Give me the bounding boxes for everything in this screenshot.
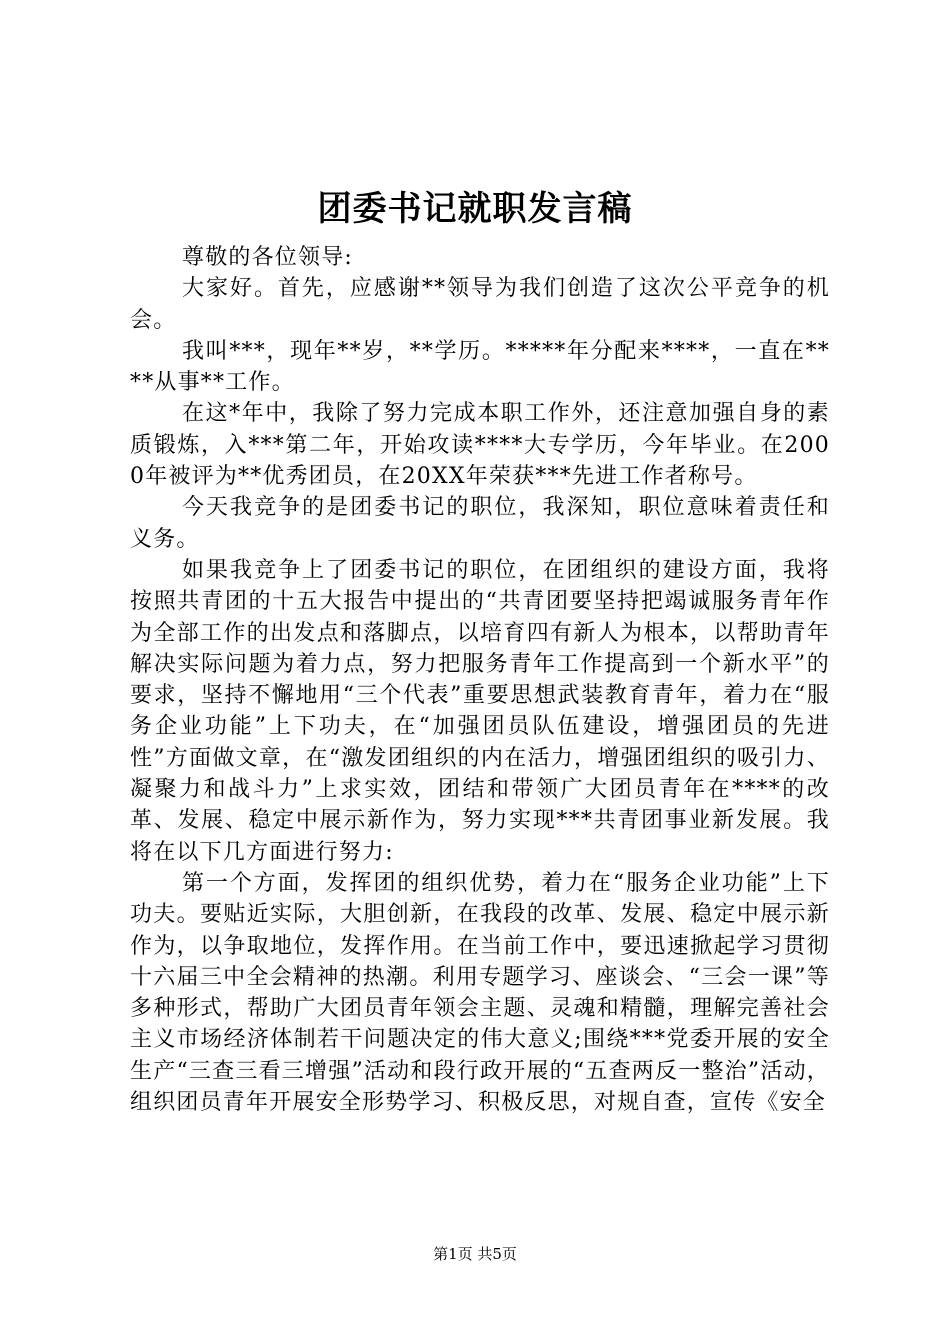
- paragraph-introduction: 我叫***，现年**岁，**学历。*****年分配来****，一直在****从事**工作。: [130, 338, 830, 396]
- document-body: [130, 242, 830, 1118]
- paragraph-experience: 在这*年中，我除了努力完成本职工作外，还注意加强自身的素质锻炼，入***第二年，开始攻读****大专学历，今年毕业。在2000年被评为**优秀团员，在20XX年荣获***先进工作者称号。: [130, 401, 830, 490]
- paragraph-greeting: 尊敬的各位领导:: [182, 245, 354, 270]
- document-title: 团委书记就职发言稿: [317, 189, 633, 229]
- page-number-footer: 第1页 共5页: [433, 1245, 517, 1263]
- paragraph-plan: 如果我竞争上了团委书记的职位，在团组织的建设方面，我将按照共青团的十五大报告中提出的“共青团要坚持把竭诚服务青年作为全部工作的出发点和落脚点，以培育四有新人为根本，以帮助青年解决实际问题为着力点，努力把服务青年工作提高到一个新水平”的要求，坚持不懈地用“三个代表”重要思想武装教育青年，着力在“服务企业功能”上下功夫，在“加强团员队伍建设，增强团员的先进性”方面做文章，在“激发团组织的内在活力，增强团组织的吸引力、凝聚力和战斗力”上求实效，团结和带领广大团员青年在****的改革、发展、稳定中展示新作为，努力实现***共青团事业新发展。我将在以下几方面进行努力:: [130, 557, 830, 865]
- paragraph-position: 今天我竞争的是团委书记的职位，我深知，职位意味着责任和义务。: [130, 495, 830, 552]
- paragraph-thanks: 大家好。首先，应感谢**领导为我们创造了这次公平竞争的机会。: [130, 276, 830, 333]
- paragraph-first-aspect: 第一个方面，发挥团的组织优势，着力在“服务企业功能”上下功夫。要贴近实际，大胆创新，在我段的改革、发展、稳定中展示新作为，以争取地位，发挥作用。在当前工作中，要迅速掀起学习贯彻十六届三中全会精神的热潮。利用专题学习、座谈会、“三会一课”等多种形式，帮助广大团员青年领会主题、灵魂和精髓，理解完善社会主义市场经济体制若干问题决定的伟大意义;围绕***党委开展的安全生产“三查三看三增强”活动和段行政开展的“五查两反一整治”活动，组织团员青年开展安全形势学习、积极反思，对规自查，宣传《安全: [130, 870, 830, 1116]
